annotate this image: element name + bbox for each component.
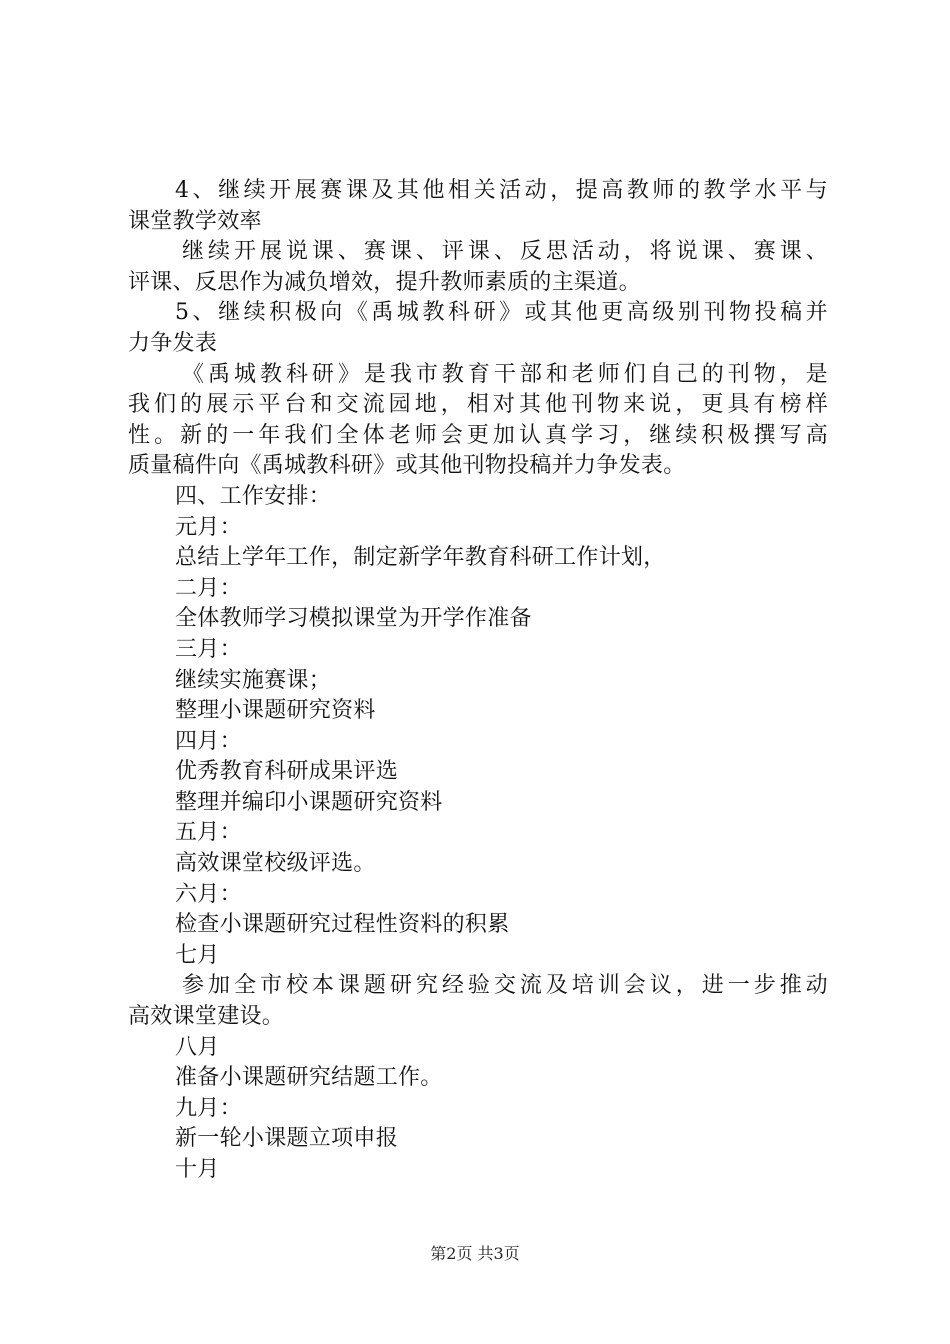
text-line: 检查小课题研究过程性资料的积累 xyxy=(175,912,510,938)
text-line: 四月： xyxy=(175,728,242,754)
text-line: 七月 xyxy=(175,942,220,968)
text-line: 我们的展示平台和交流园地，相对其他刊物来说，更具有榜样 xyxy=(128,392,828,418)
text-line: 继续实施赛课； xyxy=(175,667,332,693)
text-line: 八月 xyxy=(175,1034,220,1060)
text-line: 四、工作安排： xyxy=(175,483,332,509)
page-number-label: 第2页 共3页 xyxy=(430,1244,520,1263)
document-body xyxy=(128,176,828,1186)
text-line: 二月： xyxy=(175,575,242,601)
text-line: 新一轮小课题立项申报 xyxy=(175,1126,399,1152)
text-line: 高效课堂校级评选。 xyxy=(175,851,376,877)
text-line: 元月： xyxy=(175,514,242,540)
text-line: 高效课堂建设。 xyxy=(128,1004,285,1030)
text-line: 《禹城教科研》是我市教育干部和老师们自己的刊物，是 xyxy=(182,361,828,387)
text-line: 六月： xyxy=(175,881,242,907)
text-line: 质量稿件向《禹城教科研》或其他刊物投稿并力争发表。 xyxy=(128,453,686,479)
text-line: 力争发表 xyxy=(128,330,218,356)
text-line: 课堂教学效率 xyxy=(128,208,262,234)
text-line: 五月： xyxy=(175,820,242,846)
text-line: 全体教师学习模拟课堂为开学作准备 xyxy=(175,606,532,632)
text-line: 参加全市校本课题研究经验交流及培训会议，进一步推动 xyxy=(182,973,828,999)
text-line: 总结上学年工作，制定新学年教育科研工作计划， xyxy=(175,545,666,571)
text-line: 准备小课题研究结题工作。 xyxy=(175,1065,443,1091)
text-line: 4、继续开展赛课及其他相关活动，提高教师的教学水平与 xyxy=(175,178,828,203)
text-line: 继续开展说课、赛课、评课、反思活动，将说课、赛课、 xyxy=(182,239,828,265)
text-line: 三月： xyxy=(175,636,242,662)
text-line: 九月： xyxy=(175,1095,242,1121)
text-line: 优秀教育科研成果评选 xyxy=(175,759,399,785)
text-line: 整理并编印小课题研究资料 xyxy=(175,789,443,815)
text-line: 整理小课题研究资料 xyxy=(175,698,376,724)
text-line: 性。新的一年我们全体老师会更加认真学习，继续积极撰写高 xyxy=(128,422,828,448)
text-line: 十月 xyxy=(175,1157,220,1182)
text-line: 5、继续积极向《禹城教科研》或其他更高级别刊物投稿并 xyxy=(175,300,828,326)
page-footer xyxy=(0,1244,950,1264)
text-line: 评课、反思作为减负增效，提升教师素质的主渠道。 xyxy=(128,269,641,295)
